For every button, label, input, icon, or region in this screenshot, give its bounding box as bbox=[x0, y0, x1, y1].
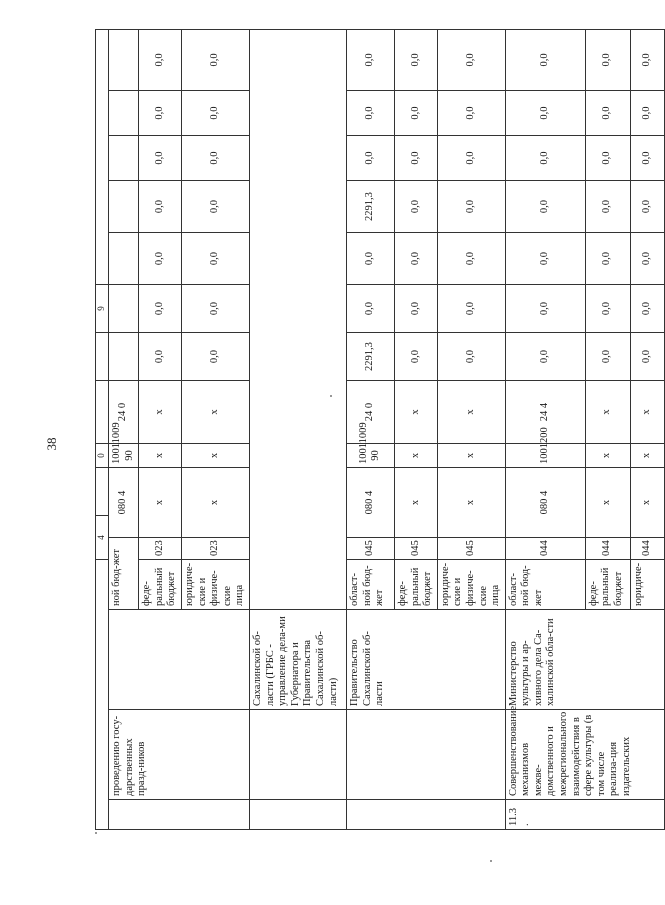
executor-cell: Правительство Сахалинской об-ласти bbox=[346, 610, 505, 710]
funding-source: област-ной бюд-жет bbox=[505, 560, 585, 610]
value-cell: 0,0 bbox=[630, 233, 664, 285]
value-cell: 0,0 bbox=[505, 136, 585, 181]
expense-type: 24 4 bbox=[505, 381, 585, 444]
expense-type: x bbox=[630, 381, 664, 444]
grbs-code: 045 bbox=[394, 538, 437, 560]
funding-source: област-ной бюд-жет bbox=[346, 560, 394, 610]
blank-cell bbox=[249, 29, 346, 609]
value-cell: 0,0 bbox=[139, 29, 182, 90]
value-cell: 0,0 bbox=[437, 181, 505, 233]
value-cell: 0,0 bbox=[394, 136, 437, 181]
funding-source: юридиче-ские и физиче-ские лица bbox=[437, 560, 505, 610]
value-cell bbox=[109, 181, 139, 233]
section-code: x bbox=[181, 468, 249, 538]
section-code: x bbox=[394, 468, 437, 538]
value-cell: 0,0 bbox=[346, 91, 394, 136]
value-cell: 0,0 bbox=[630, 91, 664, 136]
section-code: 080 4 bbox=[346, 468, 394, 538]
value-cell: 0,0 bbox=[139, 91, 182, 136]
event-cell: проведению госу-дарственных празд-ников bbox=[109, 710, 250, 800]
scan-speck bbox=[330, 395, 332, 397]
value-cell: 0,0 bbox=[346, 29, 394, 90]
value-cell: 0,0 bbox=[505, 233, 585, 285]
value-cell: 0,0 bbox=[394, 29, 437, 90]
expense-type: 24 0 bbox=[109, 381, 139, 444]
funding-source: юридиче- bbox=[630, 560, 664, 610]
table-row bbox=[505, 29, 585, 829]
target-article: x bbox=[437, 444, 505, 468]
row-number bbox=[249, 800, 346, 830]
value-cell: 0,0 bbox=[630, 285, 664, 333]
section-code: 080 4 bbox=[109, 468, 139, 538]
executor-cell: Сахалинской об-ласти (ГРБС - управление дела-ми Губернатора и Правительства Сахалинской об-ласти) bbox=[249, 610, 346, 710]
value-cell: 0,0 bbox=[437, 136, 505, 181]
value-cell: 0,0 bbox=[181, 181, 249, 233]
expense-type: x bbox=[394, 381, 437, 444]
rotated-table-container bbox=[95, 30, 652, 830]
value-cell: 0,0 bbox=[394, 181, 437, 233]
target-article: x bbox=[139, 444, 182, 468]
funding-source: феде-ральный бюджет bbox=[139, 560, 182, 610]
value-cell bbox=[109, 136, 139, 181]
value-cell bbox=[109, 91, 139, 136]
scan-speck bbox=[490, 860, 492, 862]
scan-speck bbox=[95, 832, 97, 834]
value-cell: 0,0 bbox=[585, 285, 630, 333]
value-cell bbox=[109, 233, 139, 285]
event-cell: Совершенствование механизмов межве-домственного и межрегионального взаимодействия в сфере культуры (в том числе реализа-ция издательских bbox=[505, 710, 664, 800]
value-cell: 2291,3 bbox=[346, 181, 394, 233]
value-cell: 0,0 bbox=[585, 136, 630, 181]
header-fragment: 4 bbox=[96, 516, 109, 560]
table-row bbox=[346, 29, 394, 829]
value-cell: 0,0 bbox=[585, 91, 630, 136]
table-row bbox=[249, 29, 346, 829]
grbs-code: 044 bbox=[630, 538, 664, 560]
value-cell: 0,0 bbox=[346, 136, 394, 181]
target-article: x bbox=[585, 444, 630, 468]
value-cell: 0,0 bbox=[139, 333, 182, 381]
value-cell: 0,0 bbox=[630, 181, 664, 233]
expense-type: x bbox=[139, 381, 182, 444]
section-code: x bbox=[139, 468, 182, 538]
value-cell: 0,0 bbox=[394, 285, 437, 333]
value-cell: 0,0 bbox=[437, 233, 505, 285]
grbs-code: 044 bbox=[585, 538, 630, 560]
value-cell: 0,0 bbox=[585, 29, 630, 90]
value-cell bbox=[109, 29, 139, 90]
value-cell: 2291,3 bbox=[346, 333, 394, 381]
event-cell bbox=[346, 710, 505, 800]
value-cell bbox=[109, 285, 139, 333]
section-code: x bbox=[585, 468, 630, 538]
value-cell: 0,0 bbox=[139, 181, 182, 233]
row-number bbox=[109, 800, 250, 830]
page-number: 38 bbox=[44, 437, 59, 451]
value-cell: 0,0 bbox=[139, 233, 182, 285]
header-fragment-row bbox=[96, 29, 109, 829]
expense-type: x bbox=[585, 381, 630, 444]
header-fragment: 9 bbox=[96, 285, 109, 333]
value-cell: 0,0 bbox=[394, 91, 437, 136]
target-article: x bbox=[630, 444, 664, 468]
target-article: x bbox=[394, 444, 437, 468]
budget-table bbox=[95, 29, 665, 830]
funding-source: феде-ральный бюджет bbox=[585, 560, 630, 610]
expense-type: x bbox=[437, 381, 505, 444]
value-cell: 0,0 bbox=[181, 233, 249, 285]
value-cell: 0,0 bbox=[505, 285, 585, 333]
value-cell: 0,0 bbox=[505, 29, 585, 90]
value-cell: 0,0 bbox=[181, 333, 249, 381]
value-cell: 0,0 bbox=[437, 333, 505, 381]
value-cell: 0,0 bbox=[585, 333, 630, 381]
value-cell: 0,0 bbox=[139, 285, 182, 333]
target-article: 1001200 bbox=[505, 444, 585, 468]
value-cell: 0,0 bbox=[505, 181, 585, 233]
value-cell: 0,0 bbox=[630, 136, 664, 181]
table-row bbox=[109, 29, 139, 829]
value-cell: 0,0 bbox=[505, 91, 585, 136]
value-cell: 0,0 bbox=[139, 136, 182, 181]
grbs-code: 044 bbox=[505, 538, 585, 560]
grbs-code: 045 bbox=[346, 538, 394, 560]
value-cell: 0,0 bbox=[437, 91, 505, 136]
row-number bbox=[346, 800, 505, 830]
value-cell: 0,0 bbox=[181, 91, 249, 136]
value-cell: 0,0 bbox=[181, 285, 249, 333]
value-cell: 0,0 bbox=[346, 233, 394, 285]
section-code: x bbox=[630, 468, 664, 538]
value-cell: 0,0 bbox=[181, 29, 249, 90]
value-cell: 0,0 bbox=[437, 29, 505, 90]
value-cell: 0,0 bbox=[505, 333, 585, 381]
header-fragment: 0 bbox=[96, 444, 109, 468]
grbs-code: 023 bbox=[139, 538, 182, 560]
value-cell: 0,0 bbox=[394, 233, 437, 285]
value-cell: 0,0 bbox=[630, 333, 664, 381]
value-cell: 0,0 bbox=[585, 233, 630, 285]
funding-source: юридиче-ские и физиче-ские лица bbox=[181, 560, 249, 610]
executor-cell: Министерство культуры и ар-хивного дела Са-халинской обла-сти bbox=[505, 610, 664, 710]
target-article: 10011009 90 bbox=[346, 444, 394, 468]
value-cell: 0,0 bbox=[346, 285, 394, 333]
section-code: x bbox=[437, 468, 505, 538]
target-article: 10011009 90 bbox=[109, 444, 139, 468]
row-number: 11.3 . bbox=[505, 800, 664, 830]
executor-cell bbox=[109, 610, 250, 710]
expense-type: 24 0 bbox=[346, 381, 394, 444]
funding-source: ной бюд-жет bbox=[109, 538, 139, 610]
value-cell: 0,0 bbox=[437, 285, 505, 333]
event-cell bbox=[249, 710, 346, 800]
value-cell: 0,0 bbox=[585, 181, 630, 233]
funding-source: феде-ральный бюджет bbox=[394, 560, 437, 610]
value-cell: 0,0 bbox=[394, 333, 437, 381]
value-cell: 0,0 bbox=[181, 136, 249, 181]
grbs-code: 023 bbox=[181, 538, 249, 560]
target-article: x bbox=[181, 444, 249, 468]
grbs-code: 045 bbox=[437, 538, 505, 560]
value-cell bbox=[109, 333, 139, 381]
section-code: 080 4 bbox=[505, 468, 585, 538]
value-cell: 0,0 bbox=[630, 29, 664, 90]
expense-type: x bbox=[181, 381, 249, 444]
